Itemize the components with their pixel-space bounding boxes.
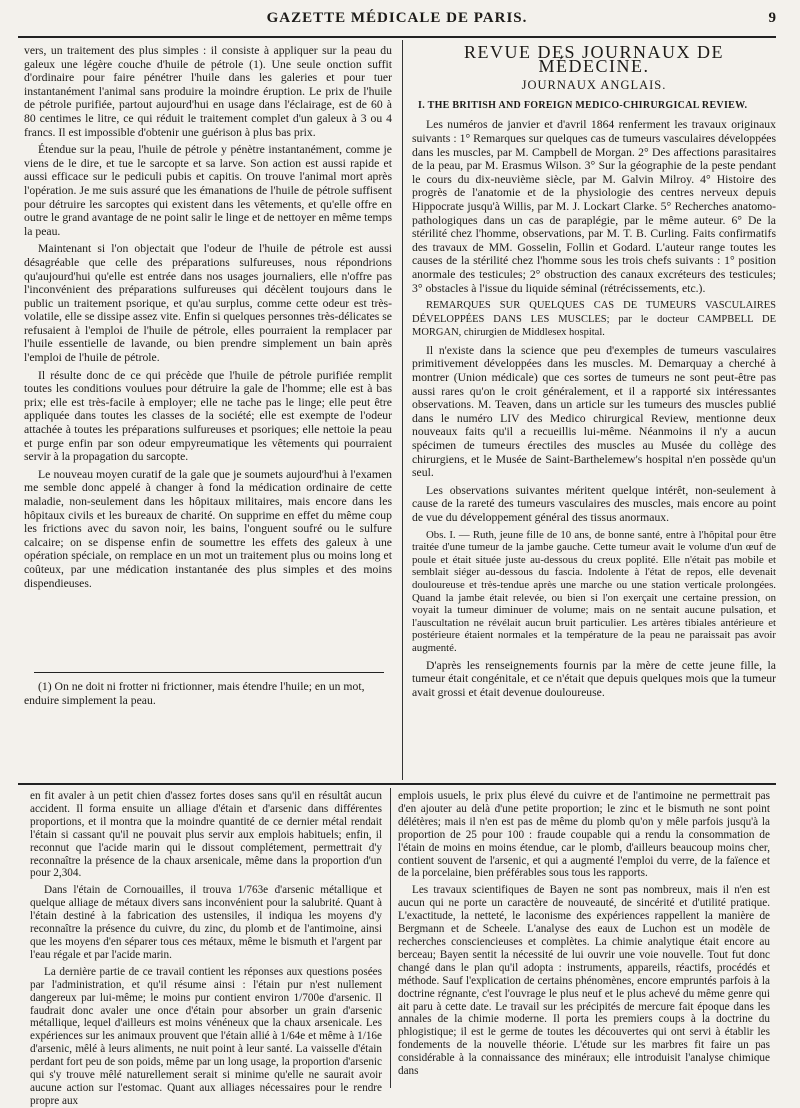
body-paragraph: emplois usuels, le prix plus élevé du cuivre et de l'antimoine ne permettrait pas d'en ajouter au delà d'une petite proportion; le zinc et le bismuth ne sont point délétères; mais il n'en est pas de même du plomb qu'on y mêle parfois jusqu'à la proportion de 25 pour 100 : fraude coupable qui a rendu la consommation de l'étain de moins en moins étendue, car le plomb, d'ailleurs beaucoup moins cher, contient souvent de l'arsenic, et qui a augmenté l'emploi du verre, de la faïence et de la porcelaine, bien préférables sous tous les rapports. (398, 790, 770, 880)
body-paragraph: Maintenant si l'on objectait que l'odeur de l'huile de pétrole est aussi désagréable que celle des préparations sulfureuses, nous répondrions qu'aujourd'hui qu'elle est entrée dans nos usages journaliers, elle n'offre pas l'inconvénient des préparations sulfureuses qui décèlent toujours dans le public un traitement psorique, et qu'au surplus, comme cette odeur est très-volatile, elle se dissipe assez vite. Enfin si quelques personnes très-délicates se refusaient à l'emploi de l'huile de pétrole, elles pourraient la remplacer par l'huile essentielle de lavande, ou bien prendre simplement un bain après l'emploi de l'huile de pétrole. (24, 242, 392, 365)
body-paragraph: Étendue sur la peau, l'huile de pétrole y pénètre instantanément, comme je viens de le dire, et tue le sarcopte et sa larve. Son action est aussi rapide et aussi efficace sur le pediculi pubis et capitis. On trouve l'animal mort après l'opération. Je me suis assuré que les émanations de l'huile de pétrole suffisent pour détruire les sarcoptes qui existent dans les vêtements, et qu'elle offre en outre le grand avantage de ne point salir le linge et de nettoyer en même temps la peau. (24, 143, 392, 238)
intro-paragraph: Les numéros de janvier et d'avril 1864 renferment les travaux originaux suivants : 1° Remarques sur quelques cas de tumeurs vasculaires développées dans les muscles, par M. Campbell de Morgan. 2° Des affections parasitaires de la peau, par M. Erasmus Wilson. 3° Sur la géographie de la peste pendant le cours du dix-neuvième siècle, par M. Galvin Milroy. 4° Histoire des progrès de l'anatomie et de la physiologie des centres nerveux depuis Hippocrate jusqu'à Willis, par M. J. Lockart Clarke. 5° Recherches anatomo-pathologiques dans un cas de paraplégie, par le même auteur. 6° De la stérilité chez l'homme, observations, par M. T. B. Curling. Faits confirmatifs des travaux de MM. Gosselin, Follin et Godard. L'auteur range toutes les causes de la stérilité chez l'homme sous les trois chefs suivants : 1° position anormale des testicules; 2° obstruction des canaux excréteurs des testicules; 3° obstacles à l'issue du liquide séminal (rétrécissements, etc.). (412, 118, 776, 295)
body-paragraph: Il n'existe dans la science que peu d'exemples de tumeurs vasculaires primitivement développées dans les muscles. M. Demarquay a cherché à montrer (Union médicale) que ces sortes de tumeurs ne sont peut-être pas aussi rares qu'on le croit généralement, et il a rapporté six intéressantes observations. M. Teaven, dans un article sur les tumeurs des muscles publié dans le numéro LIV des Medico chirurgical Review, mentionne deux nouveaux faits qu'il a recueillis lui-même. Néanmoins il n'y a aucun spécimen de tumeurs érectiles des muscles au Musée du collège des chirurgiens, et le Musée de Saint-Barthelemew's hospital n'en possède qu'un seul. (412, 343, 776, 480)
top-left-column (24, 44, 392, 664)
body-paragraph: vers, un traitement des plus simples : il consiste à appliquer sur la peau du galeux une légère couche d'huile de pétrole (1). Une seule onction suffit d'ordinaire pour faire pénétrer l'huile dans les galeries et pour tuer instantanément l'animal sans produire la moindre éruption. Le prix de l'huile de pétrole purifiée, partout aujourd'hui en usage dans l'éclairage, est de 60 à 80 centimes le litre, ce qui réduit le traitement complet d'un galeux à 3 ou 4 francs. Il est impossible d'obtenir une guérison à plus bas prix. (24, 44, 392, 139)
bottom-right-column (398, 790, 770, 1090)
top-right-column (412, 44, 776, 779)
bottom-left-column (30, 790, 382, 1107)
footnote (24, 680, 392, 708)
section-rule (18, 783, 776, 785)
page-number: 9 (768, 10, 776, 26)
article-heading: REMARQUES SUR QUELQUES CAS DE TUMEURS VASCULAIRES DÉVELOPPÉES DANS LES MUSCLES; par le docteur CAMPBELL DE MORGAN, chirurgien de Middlesex hospital. (412, 300, 776, 339)
page-header (18, 10, 776, 32)
body-paragraph: Dans l'étain de Cornouailles, il trouva 1/763e d'arsenic métallique et quelque alliage de métaux divers sans inconvénient pour la salubrité. Quant à l'étain destiné à la fabrication des ustensiles, il indiqua les moyens d'y reconnaître la présence du cuivre, du zinc, du plomb et de l'antimoine, ainsi que les moyens d'en séparer tous ces métaux, même le bismuth et l'argent par l'eau régale et par l'acide marin. (30, 884, 382, 961)
observation-paragraph: Obs. I. — Ruth, jeune fille de 10 ans, de bonne santé, entre à l'hôpital pour être traitée d'une tumeur de la jambe gauche. Cette tumeur avait le volume d'un œuf de poule et était située juste au-dessous du creux poplité. Elle n'était pas mobile et semblait siéger au-dessous du fascia. Indolente à l'état de repos, elle devenait douloureuse et très-tendue après une marche ou une station verticale prolongées. Quand la jambe était relevée, ou bien si l'on exerçait une certaine pression, on voyait la tumeur diminuer de volume; mais on ne sentait aucune pulsation, et l'auscultation ne révélait aucun bruit particulier. Les artères tibiales antérieure et postérieure étaient normales et la température de la peau ne paraissait pas avoir augmenté. (412, 528, 776, 654)
body-paragraph: Les travaux scientifiques de Bayen ne sont pas nombreux, mais il n'en est aucun qui ne porte un caractère de nouveauté, de sincérité et d'utilité pratique. L'exactitude, la netteté, le laconisme des expériences rappellent la manière de Bergmann et de Scheele. L'analyse des eaux de Luchon est un modèle de recherches consciencieuses et complètes. La chimie analytique était encore au berceau; Bayen sentit la nécessité de lui ouvrir une voie nouvelle. Tout fut donc changé dans le plan qu'il adopta : instruments, appareils, réactifs, procédés et méthode. Sauf l'explication de certains phénomènes, encore empruntés parfois à la doctrine régnante, c'est l'ouvrage le plus neuf et le plus achevé du même genre qui ait paru à cette date. Le travail sur les précipités de mercure fait époque dans les annales de la chimie moderne. Il porta les premiers coups à la doctrine du phlogistique; il est le germe de toutes les découvertes qui ont servi à établir les fondements de la nouvelle théorie. L'étude sur les marbres fit faire un pas considérable à la connaissance des minéraux; elle introduisit l'analyse chimique dans (398, 884, 770, 1078)
bottom-column-divider (390, 788, 391, 1088)
body-paragraph: Les observations suivantes méritent quelque intérêt, non-seulement à cause de la rareté des tumeurs vasculaires des muscles, mais encore au point de vue du développement général des tissus anormaux. (412, 483, 776, 524)
body-paragraph: D'après les renseignements fournis par la mère de cette jeune fille, la tumeur était congénitale, et ce n'était que depuis quelques mois que la tumeur avait grossi et était devenue douloureuse. (412, 658, 776, 699)
body-paragraph: Le nouveau moyen curatif de la gale que je soumets aujourd'hui à l'examen me semble donc appelé à changer à fond la médication ordinaire de cette maladie, non-seulement dans les hôpitaux militaires, mais encore dans les hôpitaux civils et les bureaux de charité. On supprime en effet du même coup les frictions avec du savon noir, les bains, l'onguent soufré ou le sulfure calcaire; on se dispense enfin de soumettre les effets des galeux à une opération spéciale, on remplace en un mot un traitement plus ou moins long et coûteux, par une médication instantanée des plus simples et des moins dispendieuses. (24, 467, 392, 590)
top-column-divider (402, 40, 403, 780)
journal-title: GAZETTE MÉDICALE DE PARIS. (266, 10, 528, 26)
review-title: REVUE DES JOURNAUX DE MÉDECINE. (464, 42, 724, 76)
footnote-rule (34, 672, 384, 673)
body-paragraph: La dernière partie de ce travail contient les réponses aux questions posées par l'administration, et qu'il résume ainsi : l'étain pur n'est nullement dangereux par lui-même; le moins pur contient environ 1/700e d'arsenic. Il faudrait donc avaler une once d'étain pour absorber un grain d'arsenic métallique, lequel d'ailleurs est moins vénéneux que la chaux arsenicale. Les expériences sur les animaux prouvent que l'étain allié à 1/64e et même à 1/16e d'arsenic, mêlé à leurs aliments, ne nuit point à leur santé. La vaisselle d'étain perdant fort peu de son poids, même par un long usage, la proportion d'arsenic qui s'y trouve mêlé naturellement serait si minime qu'elle ne saurait avoir aucune action sur l'estomac. Quant aux alliages nécessaires pour le rendre propre aux (30, 965, 382, 1107)
body-paragraph: en fit avaler à un petit chien d'assez fortes doses sans qu'il en résultât aucun accident. Il forma ensuite un alliage d'étain et d'arsenic dans différentes proportions, et il montra que la moindre quantité de ce dernier métal rendait l'étain si cassant qu'il ne pouvait plus servir aux emplois habituels; enfin, il reconnut que l'acide marin qui le dissout complétement, permettrait d'y reconnaître la présence de la chaux arsenicale, même dans la proportion d'un pour 2,304. (30, 790, 382, 880)
body-paragraph: Il résulte donc de ce qui précède que l'huile de pétrole purifiée remplit toutes les conditions voulues pour détruire la gale de l'homme; elle est à bas prix; elle est très-facile à employer; elle ne tache pas le linge; elle peut être appliquée dans toutes les classes de la société; elle est exempte de l'odeur attachée à toutes les préparations sulfureuses et psoriques; elle nettoie la peau et purge enfin par son odeur empyreumatique les vêtements qui pourraient servir à la propagation du sarcopte. (24, 368, 392, 464)
section-heading: I. THE BRITISH AND FOREIGN MEDICO-CHIRURGICAL REVIEW. (418, 99, 748, 111)
review-subtitle: JOURNAUX ANGLAIS. (521, 78, 667, 93)
footnote-text: (1) On ne doit ni frotter ni frictionner, mais étendre l'huile; en un mot, enduire simplement la peau. (24, 680, 365, 707)
header-rule (18, 36, 776, 38)
